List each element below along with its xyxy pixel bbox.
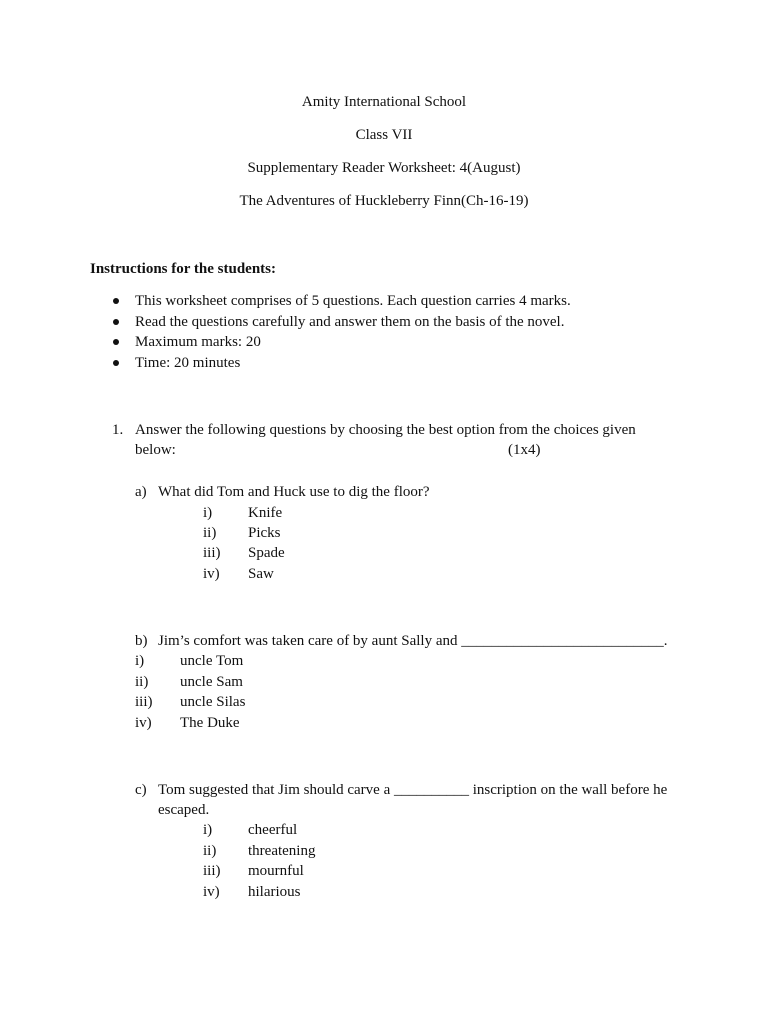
option-text: Saw	[248, 566, 274, 582]
instruction-item: Maximum marks: 20	[135, 334, 261, 350]
instructions-heading: Instructions for the students:	[90, 261, 276, 277]
option-number: iv)	[203, 884, 220, 900]
option-number: i)	[203, 505, 213, 521]
option-number: iii)	[135, 694, 153, 710]
option-text: cheerful	[248, 822, 298, 838]
instruction-item: Time: 20 minutes	[135, 355, 241, 371]
question-text: Answer the following questions by choosing the best option from the choices given	[135, 422, 636, 438]
bullet-icon	[113, 360, 119, 366]
part-label: b)	[135, 633, 148, 649]
question-text-continued: below:	[135, 442, 176, 458]
option-text: mournful	[248, 863, 304, 879]
option-number: iv)	[135, 715, 152, 731]
instruction-item: This worksheet comprises of 5 questions. Each question carries 4 marks.	[135, 293, 571, 309]
option-number: ii)	[203, 525, 217, 541]
option-text: threatening	[248, 843, 316, 859]
part-question: What did Tom and Huck use to dig the floor?	[158, 484, 430, 500]
class-name: Class VII	[355, 127, 413, 143]
question-marks: (1x4)	[508, 442, 541, 458]
option-text: uncle Tom	[180, 653, 244, 669]
option-number: i)	[203, 822, 213, 838]
option-text: uncle Silas	[180, 694, 246, 710]
worksheet-title: Supplementary Reader Worksheet: 4(August)	[247, 160, 521, 176]
option-text: hilarious	[248, 884, 301, 900]
book-title: The Adventures of Huckleberry Finn(Ch-16-19)	[239, 193, 529, 209]
option-text: Picks	[248, 525, 281, 541]
question-number: 1.	[112, 422, 124, 438]
option-text: uncle Sam	[180, 674, 243, 690]
option-number: iv)	[203, 566, 220, 582]
option-number: iii)	[203, 545, 221, 561]
option-number: ii)	[203, 843, 217, 859]
option-text: Knife	[248, 505, 283, 521]
part-question-continued: escaped.	[158, 802, 210, 818]
option-text: Spade	[248, 545, 285, 561]
instruction-item: Read the questions carefully and answer them on the basis of the novel.	[135, 314, 565, 330]
part-label: a)	[135, 484, 147, 500]
option-number: iii)	[203, 863, 221, 879]
bullet-icon	[113, 319, 119, 325]
bullet-icon	[113, 339, 119, 345]
option-number: ii)	[135, 674, 149, 690]
part-label: c)	[135, 782, 147, 798]
bullet-icon	[113, 298, 119, 304]
part-question: Jim’s comfort was taken care of by aunt Sally and ___________________________.	[158, 633, 668, 649]
option-text: The Duke	[180, 715, 240, 731]
school-name: Amity International School	[301, 94, 467, 110]
part-question: Tom suggested that Jim should carve a __________ inscription on the wall before he	[158, 782, 668, 798]
option-number: i)	[135, 653, 145, 669]
